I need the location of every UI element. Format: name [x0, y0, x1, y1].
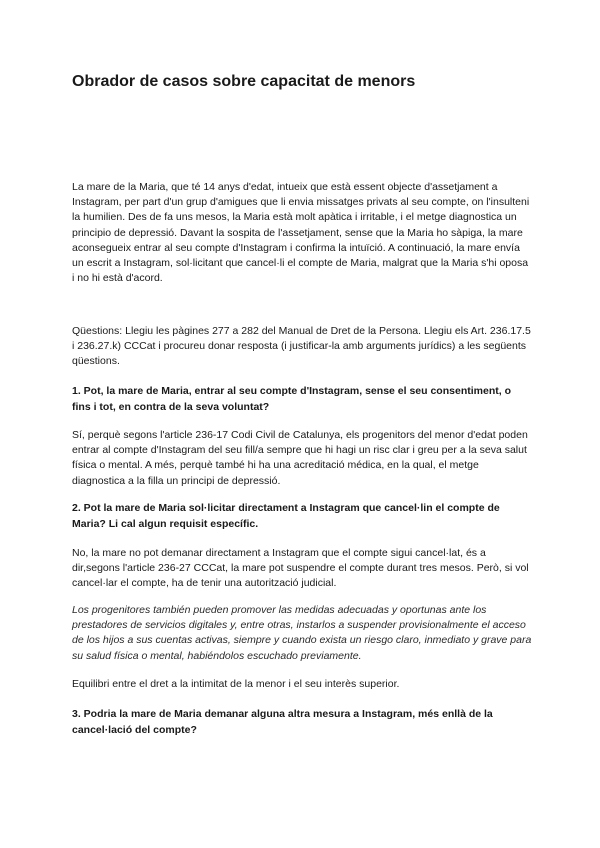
- question-3-heading: 3. Podria la mare de Maria demanar alguna altra mesura a Instagram, més enllà de la cancel·lació del compte?: [72, 708, 493, 736]
- answer-1-paragraph: Sí, perquè segons l'article 236-17 Codi Civil de Catalunya, els progenitors del menor d'edat poden entrar al compte d'Instagram del seu fill/a sempre que hi hagi un risc clar i greu per a la seva salut física o mental. A més, perquè també hi ha una acreditació médica, en la qual, el metge diagnostica a la filla un principi de depressió.: [72, 429, 528, 487]
- question-2-heading: 2. Pot la mare de Maria sol·licitar directament a Instagram que cancel·lin el compte de Maria? Li cal algun requisit específic.: [72, 502, 500, 530]
- case-description-paragraph: La mare de la Maria, que té 14 anys d'edat, intueix que està essent objecte d'assetjament a Instagram, per part d'un grup d'amigues que li envia missatges privats al seu compte, on l'insulteni la humilien. Des de fa uns mesos, la Maria està molt apàtica i irritable, i el metge diagnostica un principio de depressió. Davant la sospita de l'assetjament, sense que la Maria ho sàpiga, la mare aconsegueix entrar al seu compte d'Instagram i confirma la intuïció. A continuació, la mare envía un escrit a Instagram, sol·licitant que cancel·li el compte de Maria, malgrat que la Maria s'hi oposa i no hi està d'acord.: [72, 181, 530, 285]
- document-title: Obrador de casos sobre capacitat de menors: [72, 73, 416, 90]
- legal-quote-paragraph: Los progenitores también pueden promover las medidas adecuadas y oportunas ante los prestadores de servicios digitales y, entre otras, instarlos a suspender provisionalmente el acceso de los hijos a sus cuentas activas, siempre y cuando exista un riesgo claro, inmediato y grave para su salud física o mental, habiéndolos escuchado previamente.: [72, 604, 532, 662]
- question-1-heading: 1. Pot, la mare de Maria, entrar al seu compte d'Instagram, sense el seu consentiment, o fins i tot, en contra de la seva voluntat?: [72, 385, 511, 413]
- answer-2-paragraph: No, la mare no pot demanar directament a Instagram que el compte sigui cancel·lat, és a dir,segons l'article 236-27 CCCat, la mare pot suspendre el compte durant tres mesos. Però, si vol cancel·lar el compte, ha de tenir una autorització judicial.: [72, 547, 529, 590]
- questions-intro-paragraph: Qüestions: Llegiu les pàgines 277 a 282 del Manual de Dret de la Persona. Llegiu els Art. 236.17.5 i 236.27.k) CCCat i procureu donar resposta (i justificar-la amb arguments jurídics) a les següents qüestions.: [72, 325, 531, 368]
- balance-note-paragraph: Equilibri entre el dret a la intimitat de la menor i el seu interès superior.: [72, 678, 400, 690]
